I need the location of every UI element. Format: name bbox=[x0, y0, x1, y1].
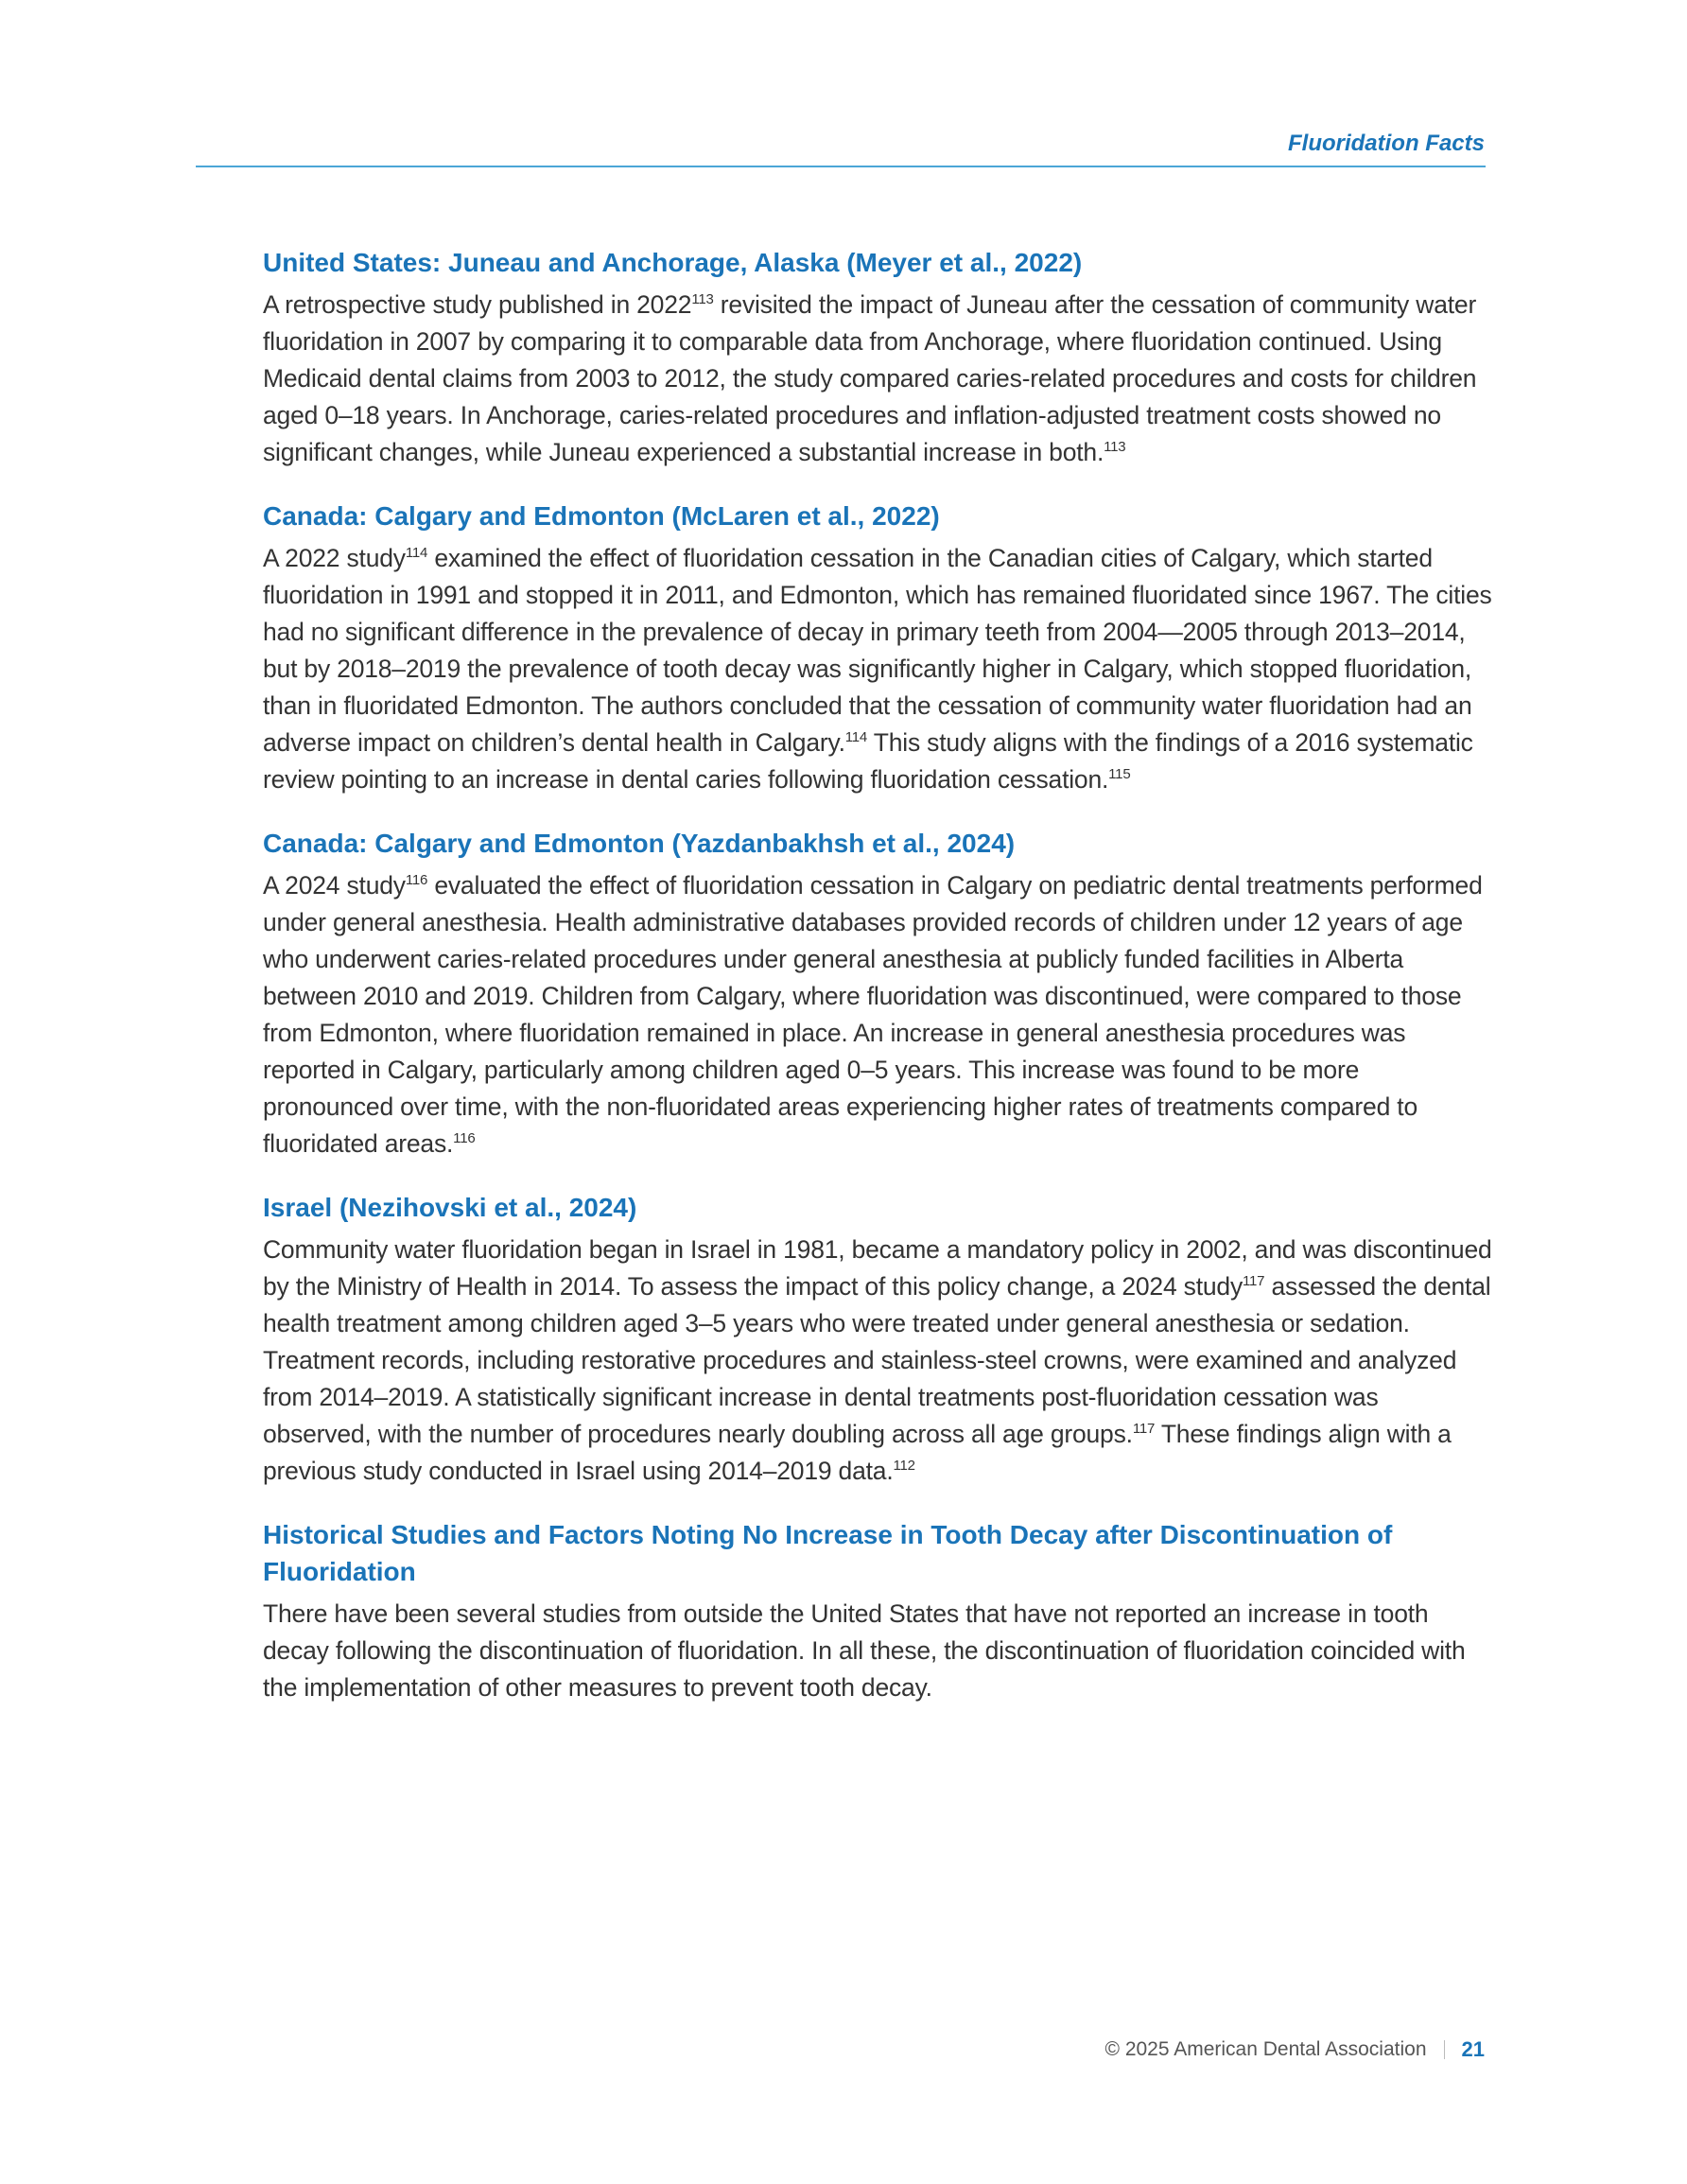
body-text: evaluated the effect of fluoridation cessation in Calgary on pediatric dental treatments performed under general anesthesia. Health administrative databases provided records of children under 12 years of age who underwent caries-related procedures under general anesthesia at publicly funded facilities in Alberta between 2010 and 2019. Children from Calgary, where fluoridation was discontinued, were compared to those from Edmonton, where fluoridation remained in place. An increase in general anesthesia procedures was reported in Calgary, particularly among children aged 0–5 years. This increase was found to be more pronounced over time, with the non-fluoridated areas experiencing higher rates of treatments compared to fluoridated areas. bbox=[263, 871, 1483, 1158]
footnote-reference: 117 bbox=[1243, 1273, 1265, 1290]
body-text: These findings align with a previous study conducted in Israel using 2014–2019 data. bbox=[263, 1420, 1452, 1485]
footnote-reference: 114 bbox=[405, 545, 428, 562]
body-text: revisited the impact of Juneau after the cessation of community water fluoridation in 2007 by comparing it to comparable data from Anchorage, where fluoridation continued. Using Medicaid dental claims from 2003 to 2012, the study compared caries-related procedures and costs for children aged 0–18 years. In Anchorage, caries-related procedures and inflation-adjusted treatment costs showed no significant changes, while Juneau experienced a substantial increase in both. bbox=[263, 290, 1477, 466]
footer-separator bbox=[1444, 2040, 1445, 2059]
page-content bbox=[263, 244, 1492, 1733]
copyright-text: © 2025 American Dental Association bbox=[1104, 2038, 1427, 2060]
section-body bbox=[263, 1596, 1492, 1706]
footnote-reference: 112 bbox=[893, 1458, 915, 1475]
footnote-reference: 113 bbox=[1104, 439, 1126, 456]
page-number: 21 bbox=[1461, 2037, 1485, 2061]
section-body bbox=[263, 867, 1492, 1162]
footnote-reference: 115 bbox=[1108, 766, 1131, 783]
section-calgary-edmonton-2022 bbox=[263, 498, 1492, 798]
section-historical-studies bbox=[263, 1516, 1492, 1706]
body-text: assessed the dental health treatment among children aged 3–5 years who were treated under general anesthesia or sedation. Treatment records, including restorative procedures and stainless-steel crowns, were examined and analyzed from 2014–2019. A statistically significant increase in dental treatments post-fluoridation cessation was observed, with the number of procedures nearly doubling across all age groups. bbox=[263, 1272, 1491, 1448]
section-calgary-edmonton-2024 bbox=[263, 825, 1492, 1162]
body-text: A retrospective study published in 2022 bbox=[263, 290, 692, 319]
body-text: A 2024 study bbox=[263, 871, 406, 900]
footnote-reference: 117 bbox=[1132, 1421, 1156, 1438]
body-text: There have been several studies from outside the United States that have not reported an increase in tooth decay following the discontinuation of fluoridation. In all these, the discontinuation of fluoridation coincided with the implementation of other measures to prevent tooth decay. bbox=[263, 1599, 1466, 1702]
section-body bbox=[263, 287, 1492, 471]
body-text: This study aligns with the findings of a 2016 systematic review pointing to an increase in dental caries following fluoridation cessation. bbox=[263, 728, 1473, 794]
running-header-title: Fluoridation Facts bbox=[1287, 131, 1485, 156]
footnote-reference: 116 bbox=[453, 1130, 476, 1147]
footnote-reference: 114 bbox=[844, 729, 868, 746]
page-footer bbox=[1105, 2037, 1485, 2062]
header-divider bbox=[196, 166, 1486, 167]
section-heading: Canada: Calgary and Edmonton (Yazdanbakhsh et al., 2024) bbox=[263, 829, 1016, 858]
section-heading: Canada: Calgary and Edmonton (McLaren et al., 2022) bbox=[263, 501, 940, 531]
footnote-reference: 116 bbox=[405, 872, 428, 889]
section-body bbox=[263, 540, 1492, 798]
body-text: A 2022 study bbox=[263, 544, 406, 572]
section-heading: Israel (Nezihovski et al., 2024) bbox=[263, 1193, 637, 1222]
section-heading: United States: Juneau and Anchorage, Alaska (Meyer et al., 2022) bbox=[263, 248, 1083, 277]
footnote-reference: 113 bbox=[691, 291, 714, 308]
section-israel bbox=[263, 1189, 1492, 1490]
body-text: Community water fluoridation began in Israel in 1981, became a mandatory policy in 2002, and was discontinued by the Ministry of Health in 2014. To assess the impact of this policy change, a 2024 study bbox=[263, 1235, 1492, 1301]
section-heading: Historical Studies and Factors Noting No Increase in Tooth Decay after Discontinuation of Fluoridation bbox=[263, 1520, 1393, 1586]
section-juneau-anchorage bbox=[263, 244, 1492, 471]
body-text: examined the effect of fluoridation cessation in the Canadian cities of Calgary, which started fluoridation in 1991 and stopped it in 2011, and Edmonton, which has remained fluoridated since 1967. The cities had no significant difference in the prevalence of decay in primary teeth from 2004—2005 through 2013–2014, but by 2018–2019 the prevalence of tooth decay was significantly higher in Calgary, which stopped fluoridation, than in fluoridated Edmonton. The authors concluded that the cessation of community water fluoridation had an adverse impact on children’s dental health in Calgary. bbox=[263, 544, 1492, 757]
section-body bbox=[263, 1232, 1492, 1490]
